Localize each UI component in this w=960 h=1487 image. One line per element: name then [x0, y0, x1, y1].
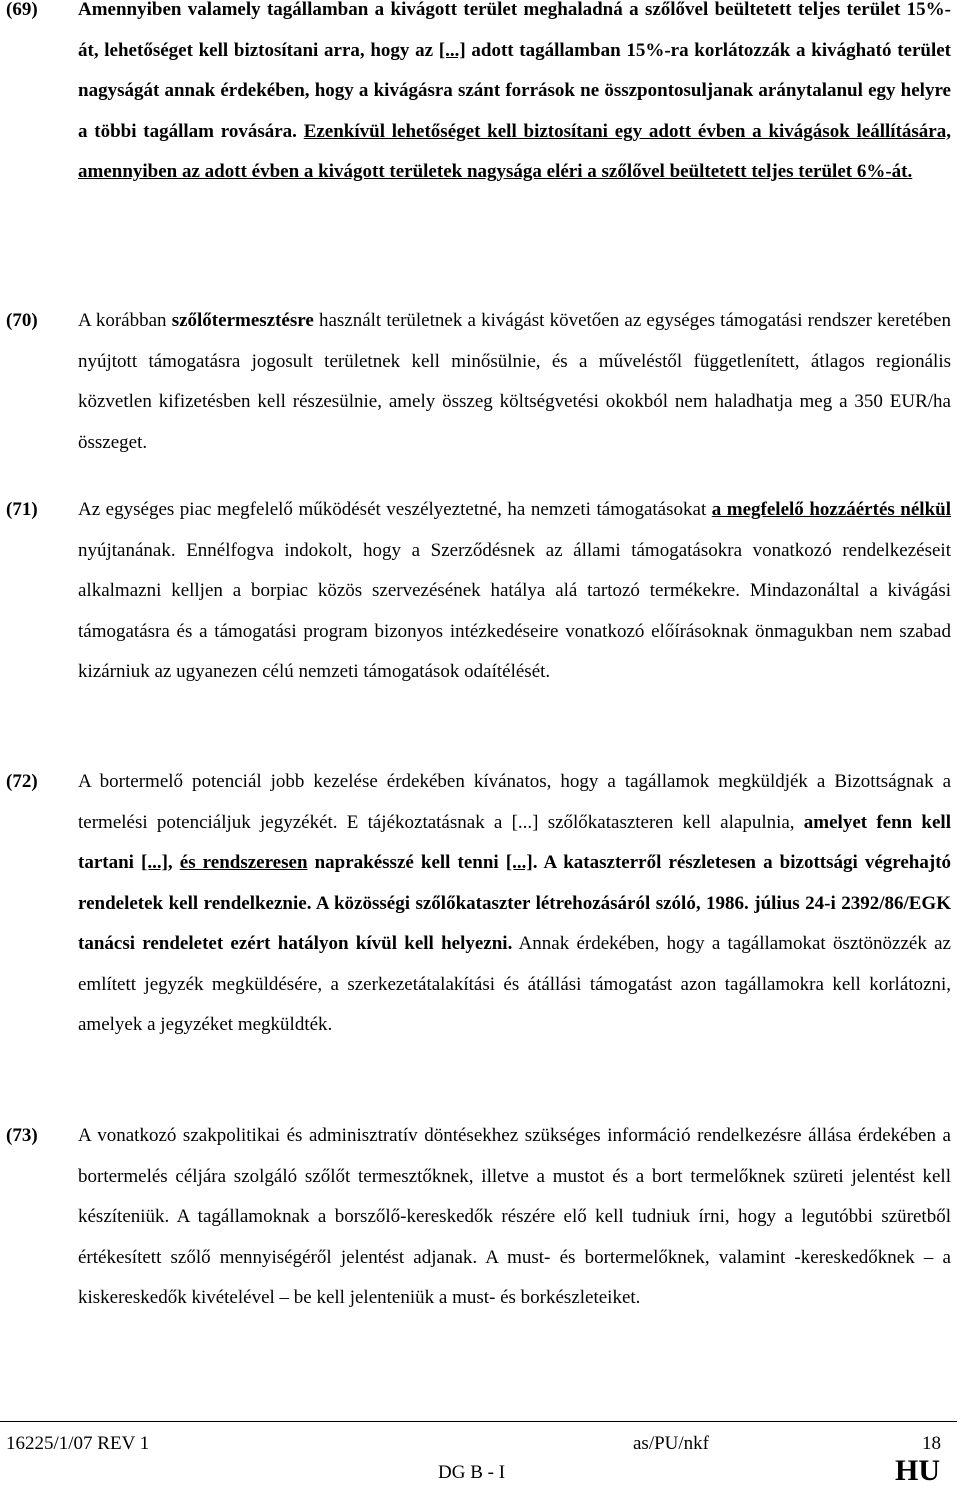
paragraph-70	[0, 301, 955, 466]
paragraph-69	[0, 0, 955, 270]
text-run: [...]	[505, 852, 533, 873]
footer-language-code: HU	[895, 1454, 940, 1487]
paragraph-number: (73)	[6, 1125, 38, 1146]
text-run: és rendszeresen	[179, 852, 308, 873]
text-run: naprakésszé kell tenni	[307, 852, 506, 873]
text-run: használt területnek a kivágást követően az egységes támogatási rendszer keretében nyújtott támogatásra jogosult területnek kell minősülnie, és a műveléstől függetlenített, átlagos regionális közvetlen kifizetésben kell részesülnie, amely összeg költségvetési okokból nem haladhatja meg a 350 EUR/ha összeget.	[78, 310, 951, 453]
paragraph-number: (69)	[6, 0, 38, 20]
text-run: ,	[167, 852, 180, 873]
paragraph-text	[78, 1116, 951, 1319]
text-run: Ezenkívül lehetőséget kell biztosítani egy adott évben a kivágások leállítására, amennyiben az adott évben a kivágott területek nagysága eléri a szőlővel beültetett teljes terület 6%-át.	[78, 120, 951, 182]
paragraph-73	[0, 1116, 955, 1366]
text-run: szőlőtermesztésre	[171, 310, 314, 331]
footer-divider	[0, 1421, 957, 1422]
text-run: nyújtanának. Ennélfogva indokolt, hogy a Szerződésnek az állami támogatásokra vonatkozó rendelkezéseit alkalmazni kelljen a borpiac közös szervezésének hatálya alá tartozó termékekre. Mindazonáltal a kivágási támogatásra és a támogatási program bizonyos intézkedéseire vonatkozó előírásoknak önmagukban nem szabad kizárniuk az ugyanezen célú nemzeti támogatások odaítélését.	[78, 539, 951, 682]
text-run: Amennyiben valamely tagállamban a kivágott terület meghaladná a szőlővel beültetett teljes terület 15%-át, lehetőséget kell biztosítani arra, hogy az	[78, 0, 951, 61]
text-run: A bortermelő potenciál jobb kezelése érdekében kívánatos, hogy a tagállamok megküldjék a Bizottságnak a termelési potenciáljuk jegyzékét. E tájékoztatásnak a [...] szőlőkataszteren kell alapulnia,	[78, 771, 951, 833]
text-run: amelyet fenn kell tartani	[78, 811, 951, 873]
text-run: . A kataszterről részletesen a bizottsági végrehajtó rendeletek kell rendelkeznie. A közösségi szőlőkataszter létrehozásáról szóló, 1986. július 24-i 2392/86/EGK tanácsi rendeletet ezért hatályon kívül kell helyezni.	[78, 852, 952, 954]
text-run: [...]	[438, 39, 466, 61]
paragraph-text	[78, 490, 951, 693]
paragraph-number: (71)	[6, 499, 38, 520]
text-run: A vonatkozó szakpolitikai és adminisztratív döntésekhez szükséges információ rendelkezésre állása érdekében a bortermelés céljára szolgáló szőlőt termesztőknek, illetve a mustot és a bort termelőknek szüreti jelentést kell készíteniük. A tagállamoknak a borszőlő-kereskedők részére elő kell tudniuk írni, hogy a legutóbbi szüretből értékesített szőlő mennyiségéről jelentést adjanak. A must- és bortermelőknek, valamint -kereskedőknek – a kiskereskedők kivételével – be kell jelenteniük a must- és borkészleteiket.	[78, 1125, 951, 1308]
text-run: [...]	[141, 852, 168, 873]
footer-page-number: 18	[922, 1433, 941, 1454]
text-run: adott tagállamban 15%-ra korlátozzák a kivágható terület nagyságát annak érdekében, hogy a kivágásra szánt források ne összpontosuljanak aránytalanul egy helyre a többi tagállam rovására.	[78, 39, 951, 142]
text-run: a megfelelő hozzáértés nélkül	[711, 499, 951, 520]
paragraph-text	[78, 301, 951, 463]
paragraph-number: (70)	[6, 310, 38, 331]
text-run: Az egységes piac megfelelő működését veszélyeztetné, ha nemzeti támogatásokat	[78, 499, 712, 520]
text-run: Annak érdekében, hogy a tagállamokat ösztönözzék az említett jegyzék megküldésére, a szerkezetátalakítási és átállási támogatást azon tagállamokra kell korlátozni, amelyek a jegyzéket megküldték.	[78, 933, 951, 1035]
paragraph-text	[78, 0, 951, 193]
footer-doc-ref: 16225/1/07 REV 1	[6, 1433, 150, 1454]
paragraph-72	[0, 762, 955, 1092]
footer-author: as/PU/nkf	[633, 1433, 709, 1454]
paragraph-text	[78, 762, 951, 1046]
text-run: A korábban	[78, 310, 172, 331]
paragraph-number: (72)	[6, 771, 38, 792]
paragraph-71	[0, 490, 955, 740]
footer-dg: DG B - I	[438, 1462, 506, 1483]
